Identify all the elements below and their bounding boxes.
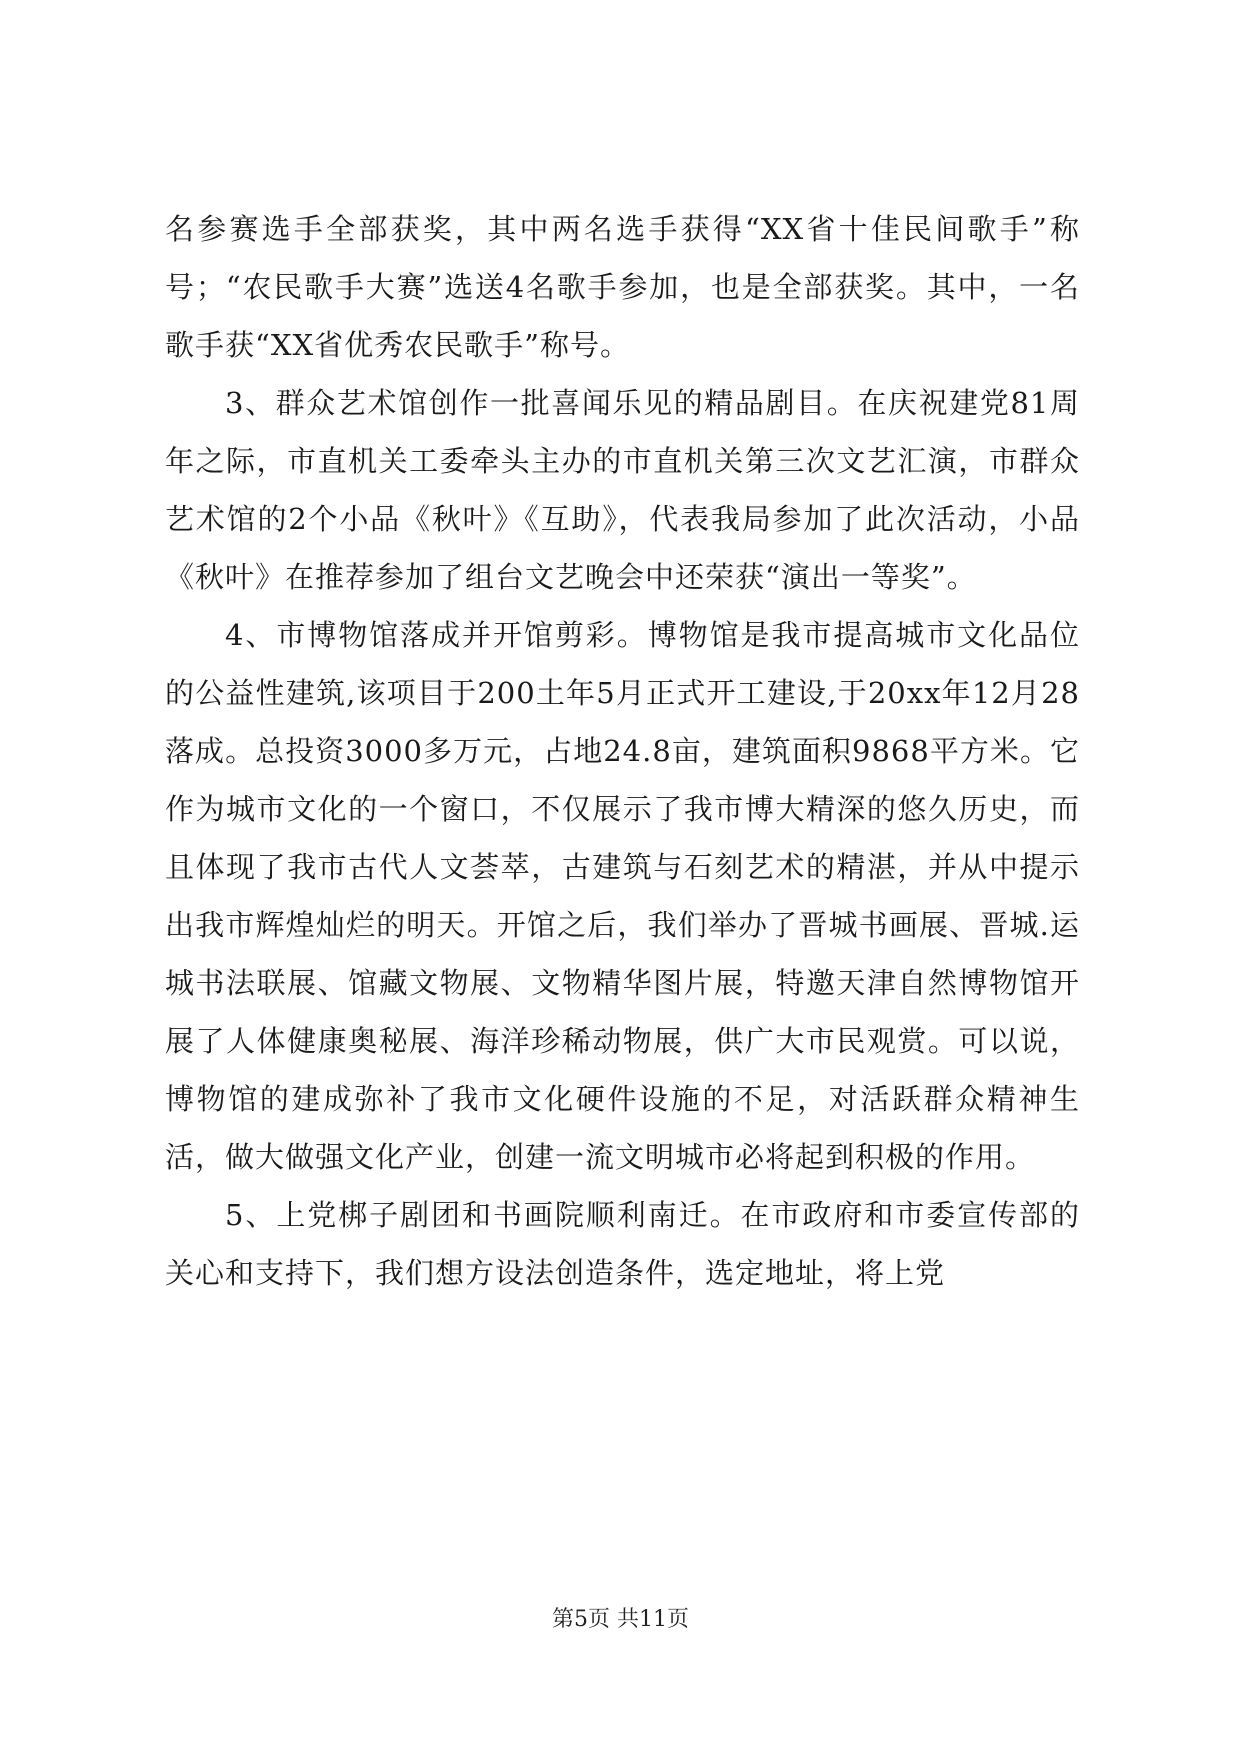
paragraph-3-art-center: 3、群众艺术馆创作一批喜闻乐见的精品剧目。在庆祝建党81周年之际，市直机关工委牵头主办的市直机关第三次文艺汇演，市群众艺术馆的2个小品《秋叶》《互助》，代表我局参加了此次活动，小品《秋叶》在推荐参加了组台文艺晚会中还荣获“演出一等奖”。 [165, 386, 1080, 594]
page-number-footer: 第5页 共11页 [552, 1607, 689, 1632]
paragraph-5-troupe-relocation: 5、上党梆子剧团和书画院顺利南迁。在市政府和市委宣传部的关心和支持下，我们想方设法创造条件，选定地址，将上党 [165, 1198, 1080, 1290]
document-body [165, 200, 1080, 1302]
paragraph-4-museum: 4、市博物馆落成并开馆剪彩。博物馆是我市提高城市文化品位的公益性建筑,该项目于200土年5月正式开工建设,于20xx年12月28落成。总投资3000多万元，占地24.8亩，建筑面积9868平方米。它作为城市文化的一个窗口，不仅展示了我市博大精深的悠久历史，而且体现了我市古代人文荟萃，古建筑与石刻艺术的精湛，并从中提示出我市辉煌灿烂的明天。开馆之后，我们举办了晋城书画展、晋城.运城书法联展、馆藏文物展、文物精华图片展，特邀天津自然博物馆开展了人体健康奥秘展、海洋珍稀动物展，供广大市民观赏。可以说，博物馆的建成弥补了我市文化硬件设施的不足，对活跃群众精神生活，做大做强文化产业，创建一流文明城市必将起到积极的作用。 [165, 618, 1080, 1174]
paragraph-continuation: 名参赛选手全部获奖，其中两名选手获得“XX省十佳民间歌手”称号；“农民歌手大赛”选送4名歌手参加，也是全部获奖。其中，一名歌手获“XX省优秀农民歌手”称号。 [165, 212, 1080, 362]
